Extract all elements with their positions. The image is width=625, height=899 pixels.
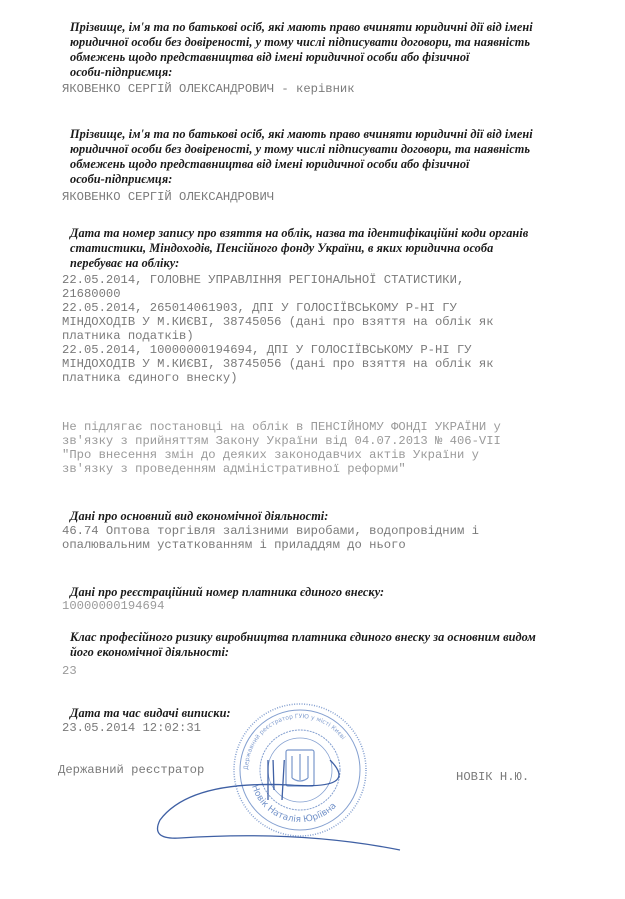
label-line: перебуває на обліку: <box>70 256 180 270</box>
value-line: МІНДОХОДІВ У М.КИЄВІ, 38745056 (дані про взяття на облік як <box>62 315 494 329</box>
value-line: 22.05.2014, ГОЛОВНЕ УПРАВЛІННЯ РЕГІОНАЛЬНОЇ СТАТИСТИКИ, <box>62 273 465 287</box>
value-line: 23.05.2014 12:02:31 <box>62 721 201 735</box>
value-line: ЯКОВЕНКО СЕРГІЙ ОЛЕКСАНДРОВИЧ <box>62 190 275 204</box>
value-line: МІНДОХОДІВ У М.КИЄВІ, 38745056 (дані про взяття на облік як <box>62 357 494 371</box>
label-line: обмежень щодо представництва від імені юридичної особи або фізичної <box>70 50 470 64</box>
section-value-contribution-number <box>62 599 164 613</box>
value-line: "Про внесення змін до деяких законодавчих актів України у <box>62 448 479 462</box>
section-value-authorized-persons <box>62 82 355 96</box>
section-label-issue-datetime <box>70 706 231 721</box>
label-line: особи-підприємця: <box>70 65 173 79</box>
label-line: Клас професійного ризику виробництва платника єдиного внеску за основним видом <box>70 630 536 644</box>
section-label-registration-records <box>70 226 528 271</box>
stamp-text-name-path: Новік Наталія Юріївна <box>249 783 339 826</box>
value-line: опалювальним устаткованням і приладдям до нього <box>62 538 406 552</box>
value-line: 22.05.2014, 10000000194694, ДПІ У ГОЛОСІЇВСЬКОМУ Р-НІ ГУ <box>62 343 472 357</box>
label-line: Прізвище, ім'я та по батькові осіб, які мають право вчиняти юридичні дії від імені <box>70 127 533 141</box>
section-value-issue-datetime <box>62 721 201 735</box>
section-label-risk-class <box>70 630 536 660</box>
value-line: 23 <box>62 664 77 678</box>
section-label-authorized-persons-2 <box>70 127 533 187</box>
registrar-title: Державний реєстратор <box>58 763 205 777</box>
section-label-contribution-number <box>70 585 384 600</box>
value-line: Не підлягає постановці на облік в ПЕНСІЙНОМУ ФОНДІ УКРАЇНИ у <box>62 420 501 434</box>
section-value-economic-activity <box>62 524 479 552</box>
label-line: особи-підприємця: <box>70 172 173 186</box>
value-line: платника єдиного внеску) <box>62 371 238 385</box>
value-line: 10000000194694 <box>62 599 165 613</box>
label-line: Дані про реєстраційний номер платника єдиного внеску: <box>70 585 385 599</box>
label-line: його економічної діяльності: <box>70 645 230 659</box>
label-line: юридичної особи без довіреності, у тому числі підписувати договори, та наявність <box>70 142 531 156</box>
section-label-economic-activity <box>70 509 328 524</box>
registrar-name: НОВІК Н.Ю. <box>456 770 530 784</box>
label-line: Дата та час видачі виписки: <box>70 706 231 720</box>
section-label-authorized-persons <box>70 20 533 80</box>
value-line: 46.74 Оптова торгівля залізними виробами, водопровідним і <box>62 524 479 538</box>
value-line: зв'язку з прийняттям Закону України від 04.07.2013 № 406-VII <box>62 434 501 448</box>
label-line: обмежень щодо представництва від імені юридичної особи або фізичної <box>70 157 470 171</box>
signature-stroke <box>158 760 401 850</box>
stamp-text-outer-path: Державний реєстратор ГУЮ у місті Києві <box>242 712 347 771</box>
label-line: статистики, Міндоходів, Пенсійного фонду України, в яких юридична особа <box>70 241 494 255</box>
value-line: 21680000 <box>62 287 121 301</box>
label-line: Прізвище, ім'я та по батькові осіб, які мають право вчиняти юридичні дії від імені <box>70 20 533 34</box>
label-line: Дата та номер запису про взяття на облік, назва та ідентифікаційні коди органів <box>70 226 529 240</box>
value-line: ЯКОВЕНКО СЕРГІЙ ОЛЕКСАНДРОВИЧ - керівник <box>62 82 355 96</box>
value-line: платника податків) <box>62 329 194 343</box>
handwritten-signature <box>150 760 410 870</box>
label-line: Дані про основний вид економічної діяльності: <box>70 509 329 523</box>
value-line: 22.05.2014, 265014061903, ДПІ У ГОЛОСІЇВСЬКОМУ Р-НІ ГУ <box>62 301 457 315</box>
section-value-risk-class <box>62 664 77 678</box>
section-value-authorized-persons-2 <box>62 190 274 204</box>
section-value-pension-note <box>62 420 501 476</box>
label-line: юридичної особи без довіреності, у тому числі підписувати договори, та наявність <box>70 35 531 49</box>
section-value-registration-records <box>62 273 494 385</box>
value-line: зв'язку з проведенням адміністративної реформи" <box>62 462 406 476</box>
